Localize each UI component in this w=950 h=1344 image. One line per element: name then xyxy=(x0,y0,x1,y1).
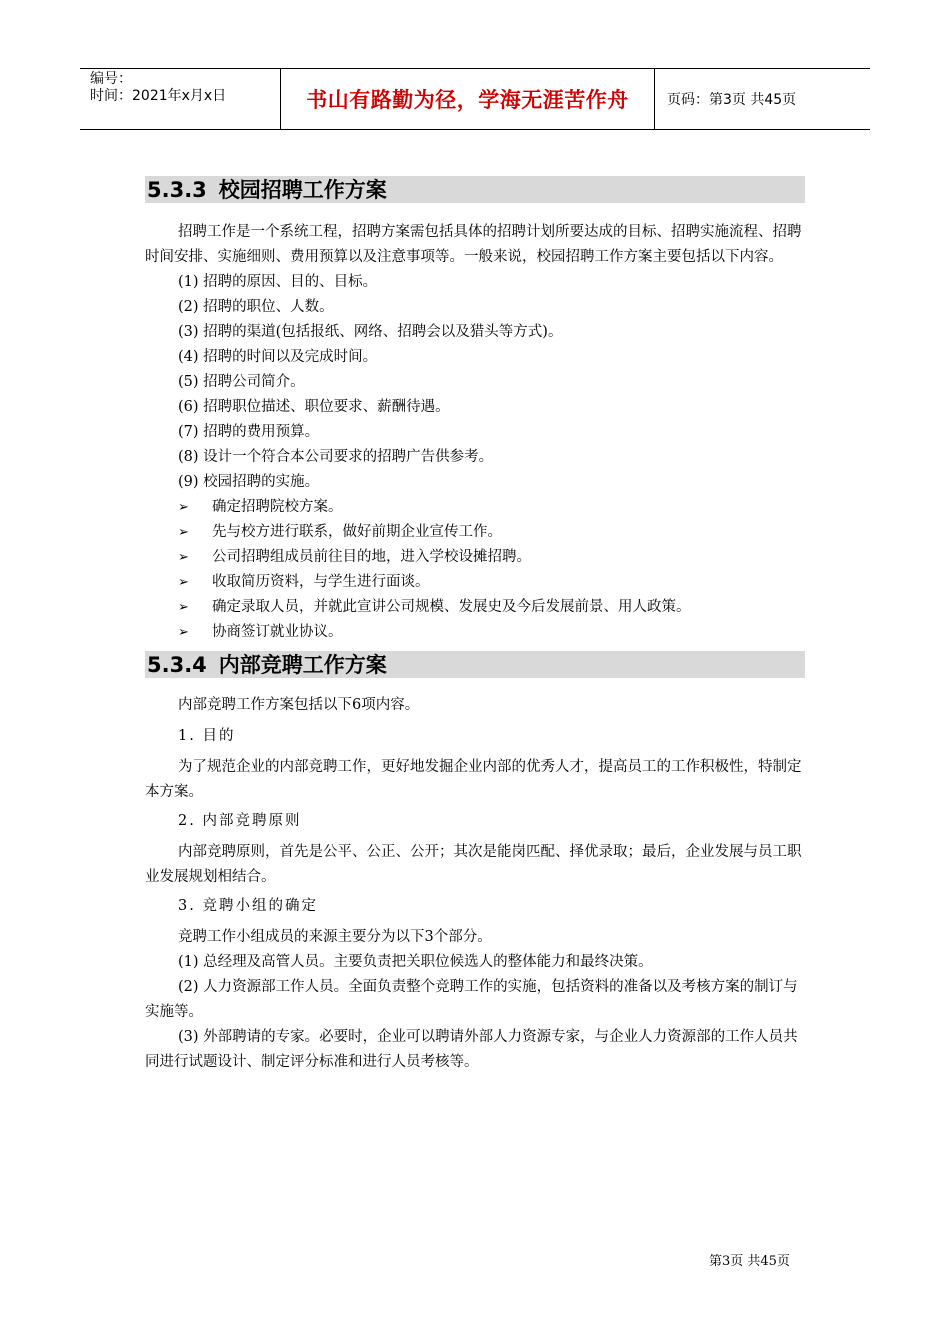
section-number: 5.3.3 xyxy=(147,178,207,202)
list-item: (9) 校园招聘的实施。 xyxy=(178,474,320,490)
bullet-item: ➢ 公司招聘组成员前往目的地，进入学校设摊招聘。 xyxy=(145,545,805,570)
list-item: (3) 招聘的渠道(包括报纸、网络、招聘会以及猎头等方式)。 xyxy=(178,324,563,340)
list-item: (2) 人力资源部工作人员。全面负责整个竞聘工作的实施，包括资料的准备以及考核方案的制订与实施等。 xyxy=(145,979,798,1020)
arrow-bullet-icon: ➢ xyxy=(178,525,189,540)
bullet-item: ➢ 协商签订就业协议。 xyxy=(145,620,805,645)
document-body xyxy=(145,176,805,1075)
list-item: (5) 招聘公司简介。 xyxy=(178,374,305,390)
list-item: (4) 招聘的时间以及完成时间。 xyxy=(178,349,378,365)
bullet-item: ➢ 收取简历资料，与学生进行面谈。 xyxy=(145,570,805,595)
bullet-item: ➢ 确定招聘院校方案。 xyxy=(145,495,805,520)
list-item: (6) 招聘职位描述、职位要求、薪酬待遇。 xyxy=(178,399,450,415)
section-intro: 招聘工作是一个系统工程，招聘方案需包括具体的招聘计划所要达成的目标、招聘实施流程、招聘时间安排、实施细则、费用预算以及注意事项等。一般来说，校园招聘工作方案主要包括以下内容。 xyxy=(145,224,802,265)
paragraph: 内部竞聘原则，首先是公平、公正、公开；其次是能岗匹配、择优录取；最后，企业发展与员工职业发展规划相结合。 xyxy=(145,844,802,885)
section-heading-534 xyxy=(145,651,805,678)
list-item: (3) 外部聘请的专家。必要时，企业可以聘请外部人力资源专家，与企业人力资源部的工作人员共同进行试题设计、制定评分标准和进行人员考核等。 xyxy=(145,1029,798,1070)
section-title: 内部竞聘工作方案 xyxy=(218,653,387,677)
list-item: (7) 招聘的费用预算。 xyxy=(178,424,320,440)
section-number: 5.3.4 xyxy=(147,653,207,677)
header-motto: 书山有路勤为径，学海无涯苦作舟 xyxy=(281,69,655,129)
bullet-item: ➢ 确定录取人员，并就此宣讲公司规模、发展史及今后发展前景、用人政策。 xyxy=(145,595,805,620)
subheading-principles: 2. 内部竞聘原则 xyxy=(178,813,302,829)
list-item: (2) 招聘的职位、人数。 xyxy=(178,299,334,315)
list-item: (8) 设计一个符合本公司要求的招聘广告供参考。 xyxy=(178,449,494,465)
section-title: 校园招聘工作方案 xyxy=(218,178,387,202)
arrow-bullet-icon: ➢ xyxy=(178,600,189,615)
number-label: 编号： xyxy=(90,71,132,87)
list-item: (1) 总经理及高管人员。主要负责把关职位候选人的整体能力和最终决策。 xyxy=(178,954,653,970)
bullet-item: ➢ 先与校方进行联系，做好前期企业宣传工作。 xyxy=(145,520,805,545)
time-label: 时间：2021年x月x日 xyxy=(90,88,227,104)
list-item: (1) 招聘的原因、目的、目标。 xyxy=(178,274,378,290)
header-page-info: 页码：第3页 共45页 xyxy=(667,92,797,108)
arrow-bullet-icon: ➢ xyxy=(178,550,189,565)
arrow-bullet-icon: ➢ xyxy=(178,500,189,515)
paragraph: 为了规范企业的内部竞聘工作，更好地发掘企业内部的优秀人才，提高员工的工作积极性，特制定本方案。 xyxy=(145,759,802,800)
section-intro: 内部竞聘工作方案包括以下6项内容。 xyxy=(178,697,420,713)
subheading-purpose: 1. 目的 xyxy=(178,728,236,744)
paragraph: 竞聘工作小组成员的来源主要分为以下3个部分。 xyxy=(178,929,492,945)
page-footer: 第3页 共45页 xyxy=(709,1254,790,1269)
subheading-team: 3. 竞聘小组的确定 xyxy=(178,898,318,914)
arrow-bullet-icon: ➢ xyxy=(178,575,189,590)
arrow-bullet-icon: ➢ xyxy=(178,625,189,640)
page-header xyxy=(80,68,870,130)
header-meta xyxy=(80,69,281,129)
section-heading-533 xyxy=(145,176,805,203)
